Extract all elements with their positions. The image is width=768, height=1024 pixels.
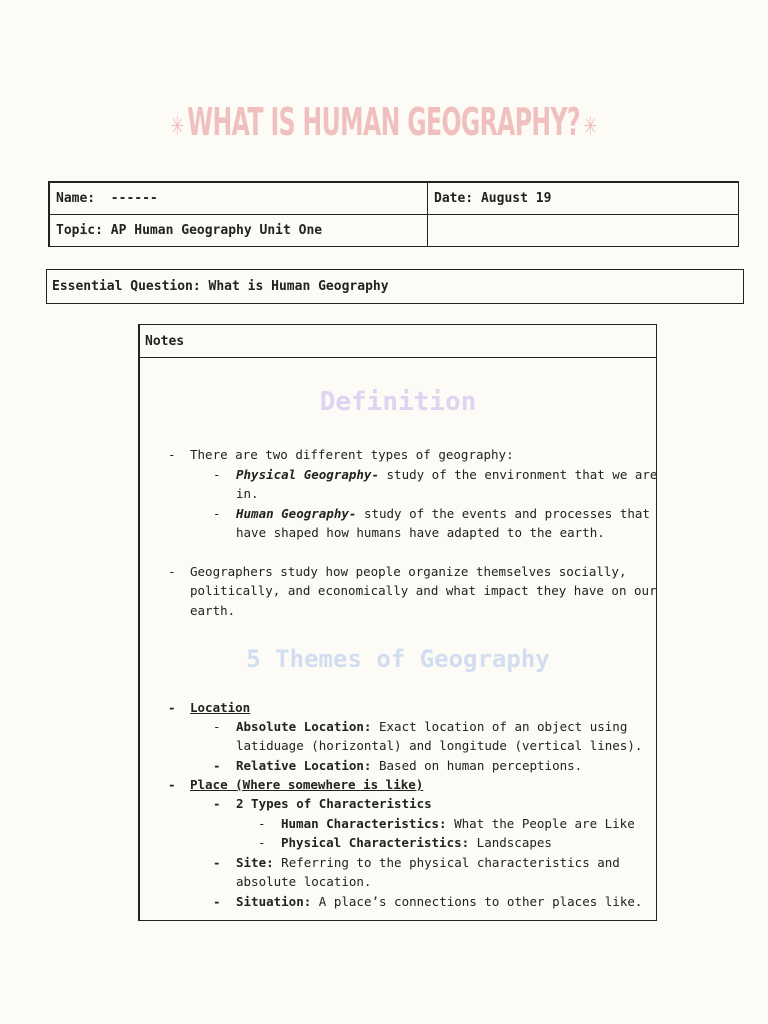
dash: - [168,447,176,462]
physical-char-text: Landscapes [469,835,552,850]
dash: - [213,467,221,482]
physical-geo-text-2: in. [236,486,259,501]
list-item [258,814,266,834]
date-cell [428,182,739,215]
absolute-text: Exact location of an object using [371,719,628,734]
physical-geo-text: study of the environment that we are [379,467,658,482]
absolute-line [236,717,627,737]
relative-line [236,756,582,776]
dash: - [213,894,221,909]
human-geo-term: Human Geography- [236,506,357,521]
list-item [168,775,176,795]
dash: - [168,777,176,792]
list-item [168,698,176,718]
human-geo-text-2: have shaped how humans have adapted to the earth. [236,525,605,540]
notes-box [138,324,657,921]
dash: - [168,700,176,715]
human-geo-line [236,504,650,524]
dash: - [258,835,266,850]
geographers-line-3: earth. [190,603,236,618]
physical-char-term: Physical Characteristics: [281,835,470,850]
absolute-term: Absolute Location: [236,719,372,734]
list-item [213,504,221,524]
dash: - [168,564,176,579]
geographers-line-1: Geographers study how people organize themselves socially, [190,564,627,579]
site-text: Referring to the physical characteristics and [273,855,620,870]
physical-geo-line [236,465,657,485]
list-item [213,717,221,737]
topic-cell [49,215,428,247]
asterisk-icon: ✳ [170,112,184,142]
topic-label: Topic: [56,223,103,238]
empty-cell [428,215,739,247]
relative-term: Relative Location: [236,758,372,773]
situation-text: A place’s connections to other places like. [311,894,643,909]
human-char-text: What the People are Like [446,816,635,831]
def-intro: There are two different types of geography: [190,447,514,462]
situation-term: Situation: [236,894,312,909]
date-label: Date: [434,191,474,206]
dash: - [213,796,221,811]
page-title-text: WHAT IS HUMAN GEOGRAPHY? [187,100,581,144]
site-term: Site: [236,855,274,870]
info-table [48,181,739,247]
physical-char-line [281,833,552,853]
essential-question: Essential Question: What is Human Geography [46,269,744,304]
list-item [213,853,221,873]
list-item [213,892,221,912]
physical-geo-term: Physical Geography- [236,467,379,482]
date-value: August 19 [480,191,552,206]
list-item [213,465,221,485]
site-line [236,853,620,873]
human-geo-text: study of the events and processes that [356,506,650,521]
list-item [168,562,176,582]
notes-header: Notes [140,325,656,358]
title-wrap [0,100,768,144]
site-text-2: absolute location. [236,874,372,889]
topic-value: AP Human Geography Unit One [110,223,323,238]
asterisk-icon: ✳ [584,112,597,142]
list-item [213,756,221,776]
name-label: Name: [56,191,96,206]
themes-title: 5 Themes of Geography [246,645,550,673]
location-heading: Location [190,700,251,715]
geographers-line-2: politically, and economically and what impact they have on our [190,583,657,598]
list-item [258,833,266,853]
dash: - [258,816,266,831]
absolute-text-2: latiduage (horizontal) and longitude (vertical lines). [236,738,643,753]
human-char-term: Human Characteristics: [281,816,447,831]
name-cell [49,182,428,215]
situation-line [236,892,642,912]
dash: - [213,719,221,734]
place-heading: Place (Where somewhere is like) [190,777,424,792]
two-types-line: 2 Types of Characteristics [236,796,432,811]
page-title [167,100,600,144]
name-value: ------ [110,191,158,206]
dash: - [213,506,221,521]
relative-text: Based on human perceptions. [371,758,583,773]
list-item [168,445,176,465]
dash: - [213,758,221,773]
human-char-line [281,814,635,834]
definition-title: Definition [319,387,477,417]
dash: - [213,855,221,870]
list-item [213,794,221,814]
